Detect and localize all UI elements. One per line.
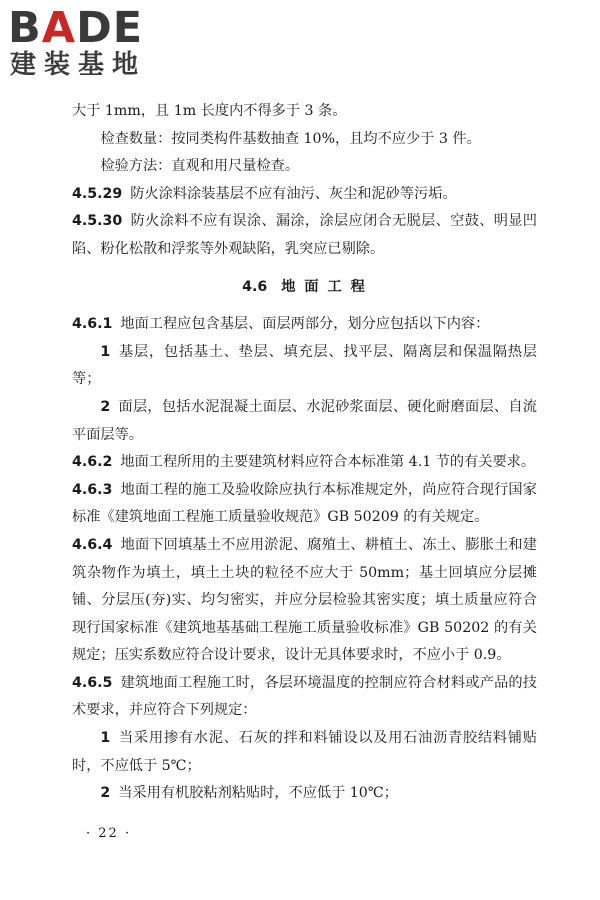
continuation-line: 大于 1mm，且 1m 长度内不得多于 3 条。 bbox=[72, 103, 347, 119]
clause-4-6-2 bbox=[72, 449, 537, 477]
item-text: 基层，包括基土、垫层、填充层、找平层、隔离层和保温隔热层等； bbox=[72, 343, 537, 388]
clause-number: 4.6.2 bbox=[72, 454, 113, 471]
clause-4-5-30 bbox=[72, 208, 537, 263]
item-number: 2 bbox=[100, 785, 111, 802]
inspection-method: 检验方法：直观和用尺量检查。 bbox=[100, 158, 300, 175]
inspection-quantity: 检查数量：按同类构件基数抽查 10%，且均不应少于 3 件。 bbox=[100, 130, 481, 147]
page-number: · 22 · bbox=[86, 826, 132, 841]
clause-text: 建筑地面工程施工时，各层环境温度的控制应符合材料或产品的技术要求，并应符合下列规定： bbox=[72, 674, 537, 719]
clause-text: 地面工程的施工及验收除应执行本标准规定外，尚应符合现行国家标准《建筑地面工程施工质量验收规范》GB 50209 的有关规定。 bbox=[72, 481, 537, 526]
item-number: 2 bbox=[100, 398, 111, 415]
logo-accent-letter: A bbox=[41, 3, 77, 53]
list-item bbox=[72, 339, 537, 394]
clause-4-6-3 bbox=[72, 477, 537, 532]
clause-number: 4.5.29 bbox=[72, 185, 123, 202]
clause-4-6-5 bbox=[72, 670, 537, 725]
list-item bbox=[72, 394, 537, 449]
item-text: 面层，包括水泥混凝土面层、水泥砂浆面层、硬化耐磨面层、自流平面层等。 bbox=[72, 398, 537, 443]
clause-number: 4.6.4 bbox=[72, 536, 113, 553]
section-heading bbox=[72, 274, 537, 302]
logo-wordmark: B A DE bbox=[8, 3, 144, 53]
item-number: 1 bbox=[100, 343, 111, 360]
clause-text: 地面工程所用的主要建筑材料应符合本标准第 4.1 节的有关要求。 bbox=[120, 454, 536, 471]
clause-number: 4.6.1 bbox=[72, 316, 113, 333]
item-text: 当采用有机胶粘剂粘贴时，不应低于 10℃； bbox=[118, 785, 398, 802]
brand-logo bbox=[8, 3, 183, 80]
clause-4-6-4 bbox=[72, 532, 537, 670]
clause-text: 地面工程应包含基层、面层两部分，划分应包括以下内容： bbox=[120, 316, 490, 333]
section-number: 4.6 bbox=[242, 278, 268, 295]
clause-number: 4.6.3 bbox=[72, 481, 113, 498]
clause-text: 地面下回填基土不应用淤泥、腐殖土、耕植土、冻土、膨胀土和建筑杂物作为填土，填土土块的粒径不应大于 50mm；基土回填应分层摊铺、分层压(夯)实、均匀密实，并应分层检验其密实度；填土质量应符合现行国家标准《建筑地基基础工程施工质量验收标准》GB 50202 的有关规定；压实系数应符合设计要求，设计无具体要求时，不应小于 0.9。 bbox=[72, 536, 537, 664]
list-item bbox=[72, 725, 537, 780]
clause-text: 防火涂料不应有误涂、漏涂，涂层应闭合无脱层、空鼓、明显凹陷、粉化松散和浮浆等外观缺陷，乳突应已剔除。 bbox=[72, 213, 537, 257]
item-number: 1 bbox=[100, 730, 111, 747]
section-title: 地 面 工 程 bbox=[281, 278, 367, 295]
list-item bbox=[72, 780, 537, 808]
clause-number: 4.6.5 bbox=[72, 674, 113, 691]
clause-4-5-29 bbox=[72, 181, 537, 209]
clause-text: 防火涂料涂装基层不应有油污、灰尘和泥砂等污垢。 bbox=[130, 185, 457, 202]
clause-4-6-1 bbox=[72, 311, 537, 339]
logo-subtitle: 建装基地 bbox=[10, 50, 147, 80]
item-text: 当采用掺有水泥、石灰的拌和料铺设以及用石油沥青胶结料铺贴时，不应低于 5℃； bbox=[72, 730, 537, 774]
document-body bbox=[72, 98, 537, 808]
clause-number: 4.5.30 bbox=[72, 213, 123, 230]
